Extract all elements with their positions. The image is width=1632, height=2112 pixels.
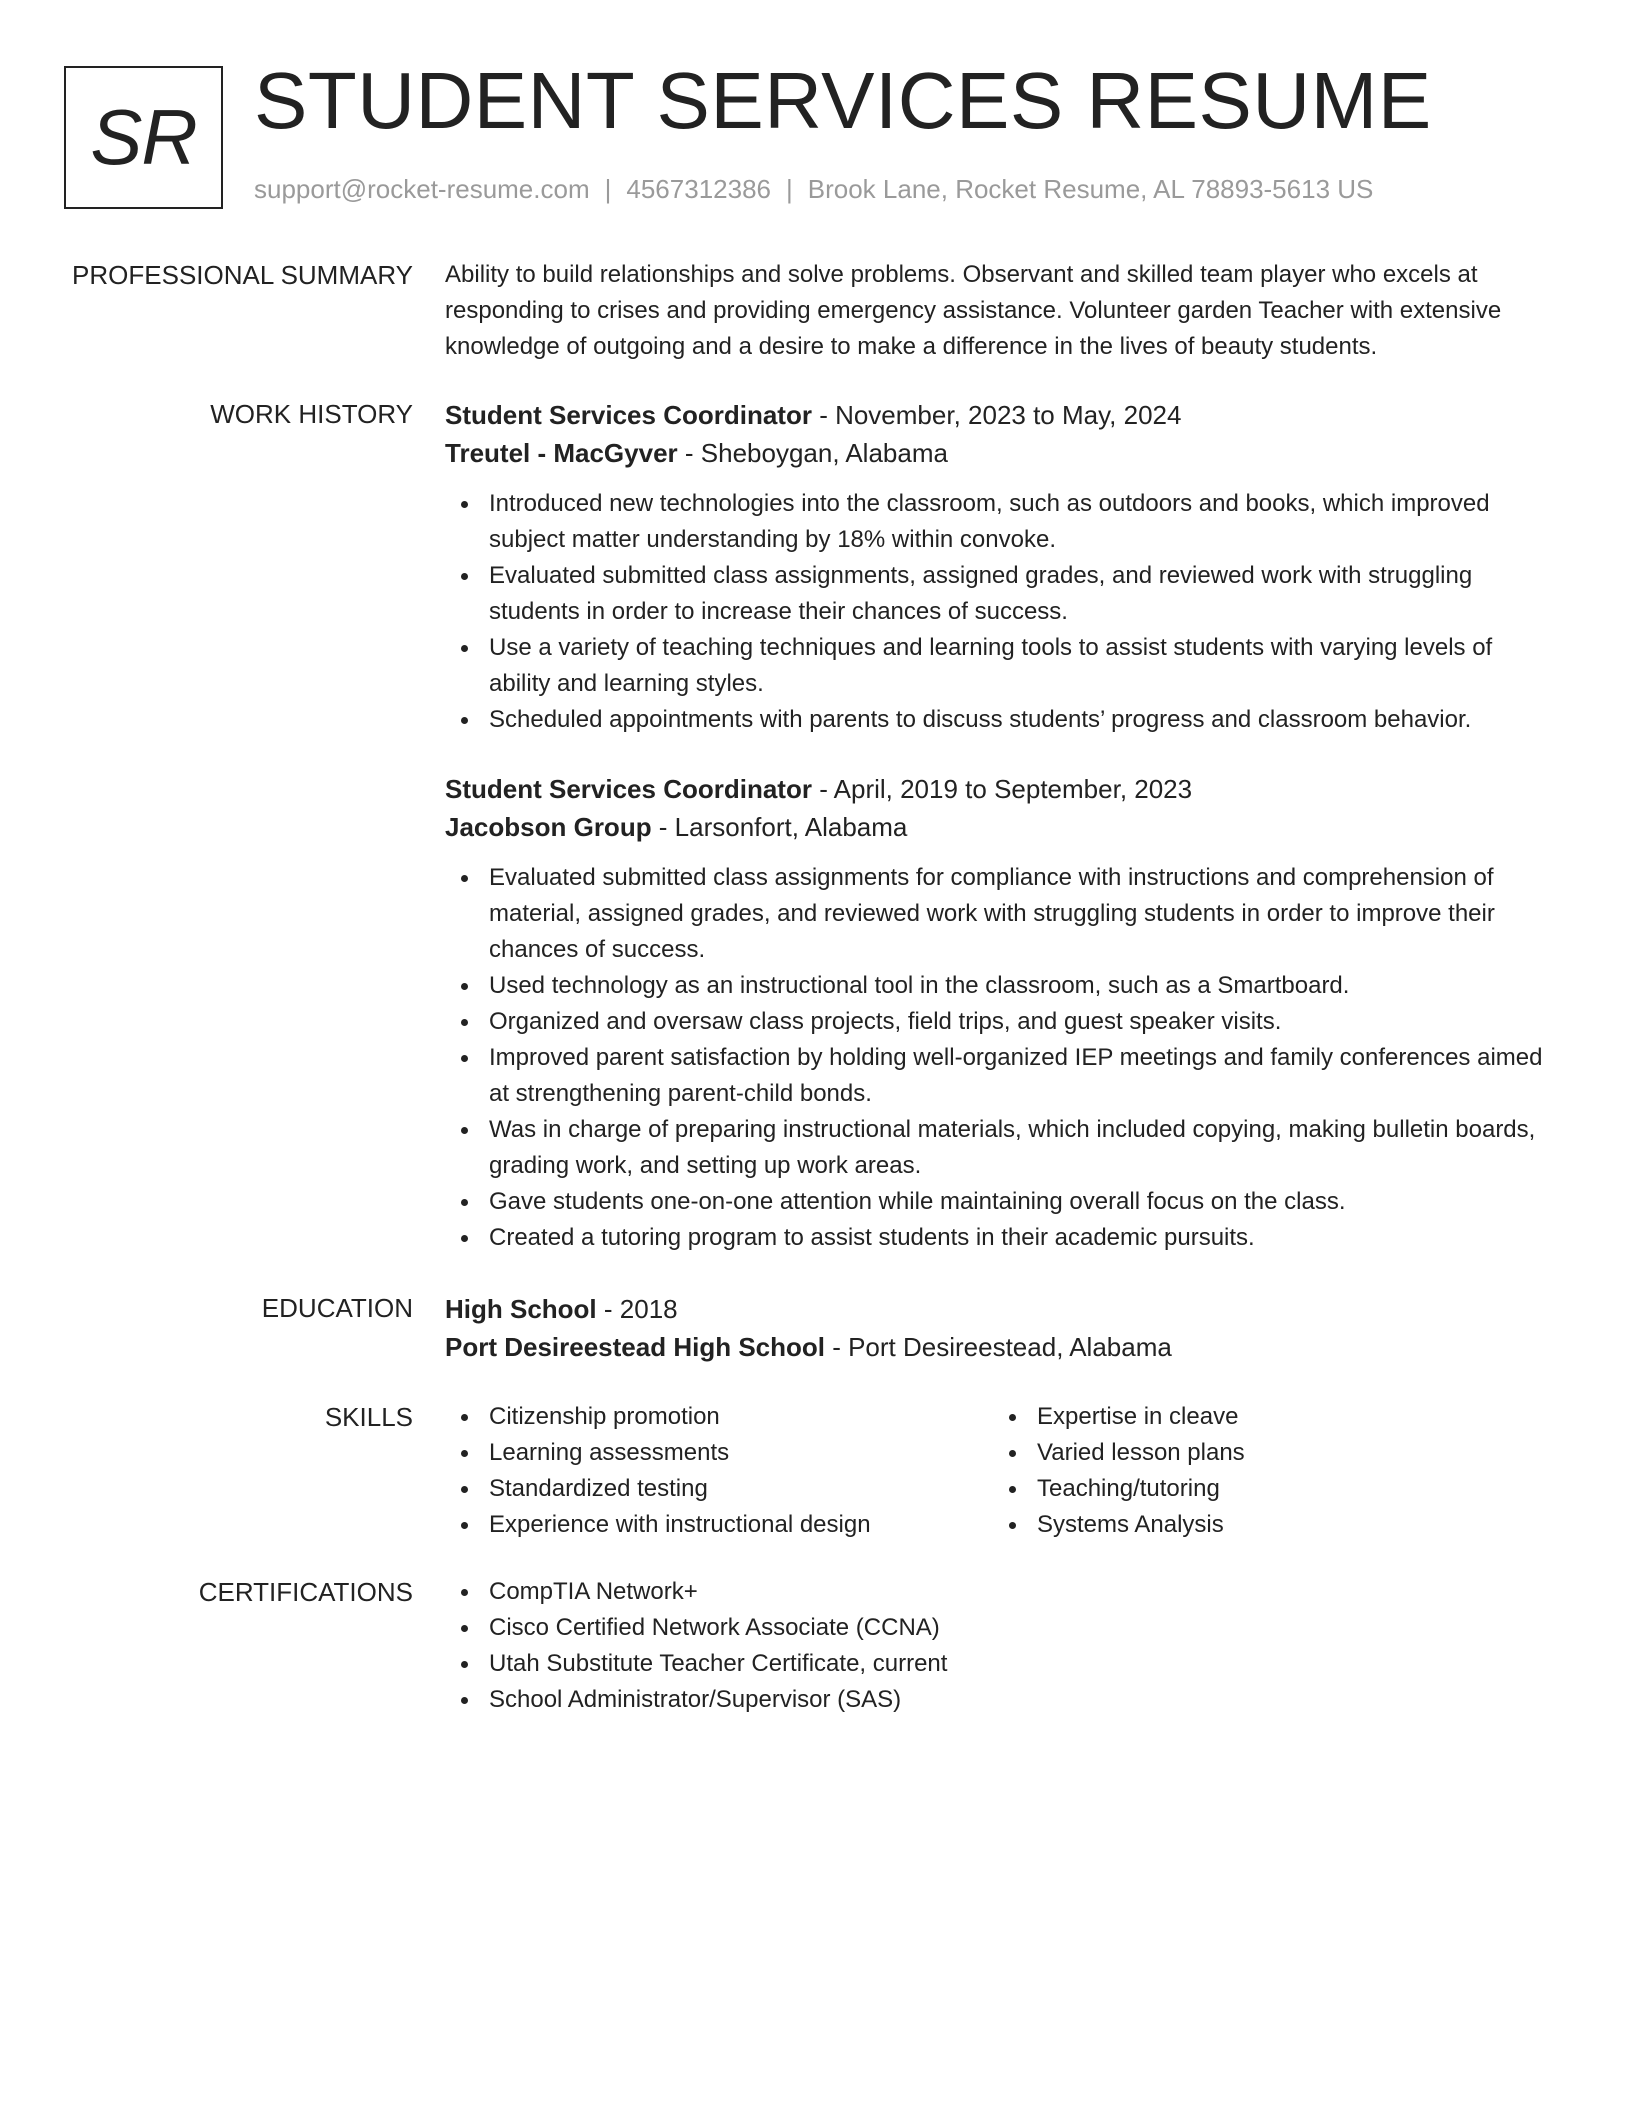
job-dates: - April, 2019 to September, 2023 (811, 774, 1193, 804)
education-degree: High School (445, 1294, 597, 1324)
job-duties-list (445, 860, 1545, 1256)
job-entry (445, 396, 1545, 738)
list-item: Gave students one-on-one attention while maintaining overall focus on the class. (445, 1184, 1545, 1220)
contact-phone: 4567312386 (626, 174, 771, 204)
job-company-line (445, 808, 1545, 846)
job-title-line (445, 770, 1545, 808)
list-item: Varied lesson plans (993, 1435, 1493, 1471)
education-school-line (445, 1328, 1545, 1366)
education-year: - 2018 (596, 1294, 678, 1324)
list-item: Improved parent satisfaction by holding well-organized IEP meetings and family conferences aimed at strengthening parent-child bonds. (445, 1040, 1545, 1112)
contact-separator: | (786, 174, 793, 204)
resume-title: STUDENT SERVICES RESUME (254, 56, 1432, 145)
job-title-line (445, 396, 1545, 434)
summary-heading: PROFESSIONAL SUMMARY (72, 260, 413, 290)
monogram-box (64, 66, 223, 209)
list-item: Introduced new technologies into the classroom, such as outdoors and books, which improved subject matter understanding by 18% within convoke. (445, 486, 1545, 558)
work-history-heading: WORK HISTORY (210, 399, 413, 429)
education-location: - Port Desireestead, Alabama (824, 1332, 1172, 1362)
job-company: Treutel - MacGyver (445, 438, 678, 468)
list-item: Teaching/tutoring (993, 1471, 1493, 1507)
contact-email: support@rocket-resume.com (254, 174, 590, 204)
contact-separator: | (604, 174, 612, 204)
skills-list-left (445, 1399, 993, 1543)
job-title: Student Services Coordinator (445, 774, 812, 804)
list-item: Was in charge of preparing instructional materials, which included copying, making bulletin boards, grading work, and setting up work areas. (445, 1112, 1545, 1184)
skills-list-right (993, 1399, 1493, 1543)
list-item: Utah Substitute Teacher Certificate, current (445, 1646, 1545, 1682)
job-duties-list (445, 486, 1545, 738)
job-company: Jacobson Group (445, 812, 652, 842)
contact-address: Brook Lane, Rocket Resume, AL 78893-5613 US (807, 174, 1374, 204)
list-item: Systems Analysis (993, 1507, 1493, 1543)
job-entry (445, 770, 1545, 1256)
certifications-heading: CERTIFICATIONS (198, 1577, 413, 1607)
list-item: Used technology as an instructional tool in the classroom, such as a Smartboard. (445, 968, 1545, 1004)
list-item: Evaluated submitted class assignments for compliance with instructions and comprehension of material, assigned grades, and reviewed work with struggling students in order to improve their chances of success. (445, 860, 1545, 968)
certifications-list (445, 1574, 1545, 1718)
education-school: Port Desireestead High School (445, 1332, 825, 1362)
skills-heading: SKILLS (324, 1402, 413, 1432)
job-title: Student Services Coordinator (445, 400, 812, 430)
list-item: Evaluated submitted class assignments, assigned grades, and reviewed work with struggling students in order to increase their chances of success. (445, 558, 1545, 630)
list-item: Expertise in cleave (993, 1399, 1493, 1435)
list-item: Organized and oversaw class projects, field trips, and guest speaker visits. (445, 1004, 1545, 1040)
list-item: CompTIA Network+ (445, 1574, 1545, 1610)
education-degree-line (445, 1290, 1545, 1328)
list-item: Standardized testing (445, 1471, 993, 1507)
list-item: School Administrator/Supervisor (SAS) (445, 1682, 1545, 1718)
list-item: Learning assessments (445, 1435, 993, 1471)
list-item: Cisco Certified Network Associate (CCNA) (445, 1610, 1545, 1646)
list-item: Experience with instructional design (445, 1507, 993, 1543)
job-dates: - November, 2023 to May, 2024 (811, 400, 1182, 430)
list-item: Scheduled appointments with parents to discuss students’ progress and classroom behavior. (445, 702, 1545, 738)
monogram-initials: SR (90, 93, 197, 181)
job-location: - Larsonfort, Alabama (651, 812, 908, 842)
contact-line (254, 174, 1373, 205)
education-heading: EDUCATION (261, 1293, 413, 1323)
summary-text: Ability to build relationships and solve problems. Observant and skilled team player who excels at responding to crises and providing emergency assistance. Volunteer garden Teacher with extensive knowledge of outgoing and a desire to make a difference in the lives of beauty students. (445, 261, 1502, 360)
list-item: Citizenship promotion (445, 1399, 993, 1435)
job-company-line (445, 434, 1545, 472)
list-item: Use a variety of teaching techniques and learning tools to assist students with varying levels of ability and learning styles. (445, 630, 1545, 702)
list-item: Created a tutoring program to assist students in their academic pursuits. (445, 1220, 1545, 1256)
job-location: - Sheboygan, Alabama (677, 438, 948, 468)
